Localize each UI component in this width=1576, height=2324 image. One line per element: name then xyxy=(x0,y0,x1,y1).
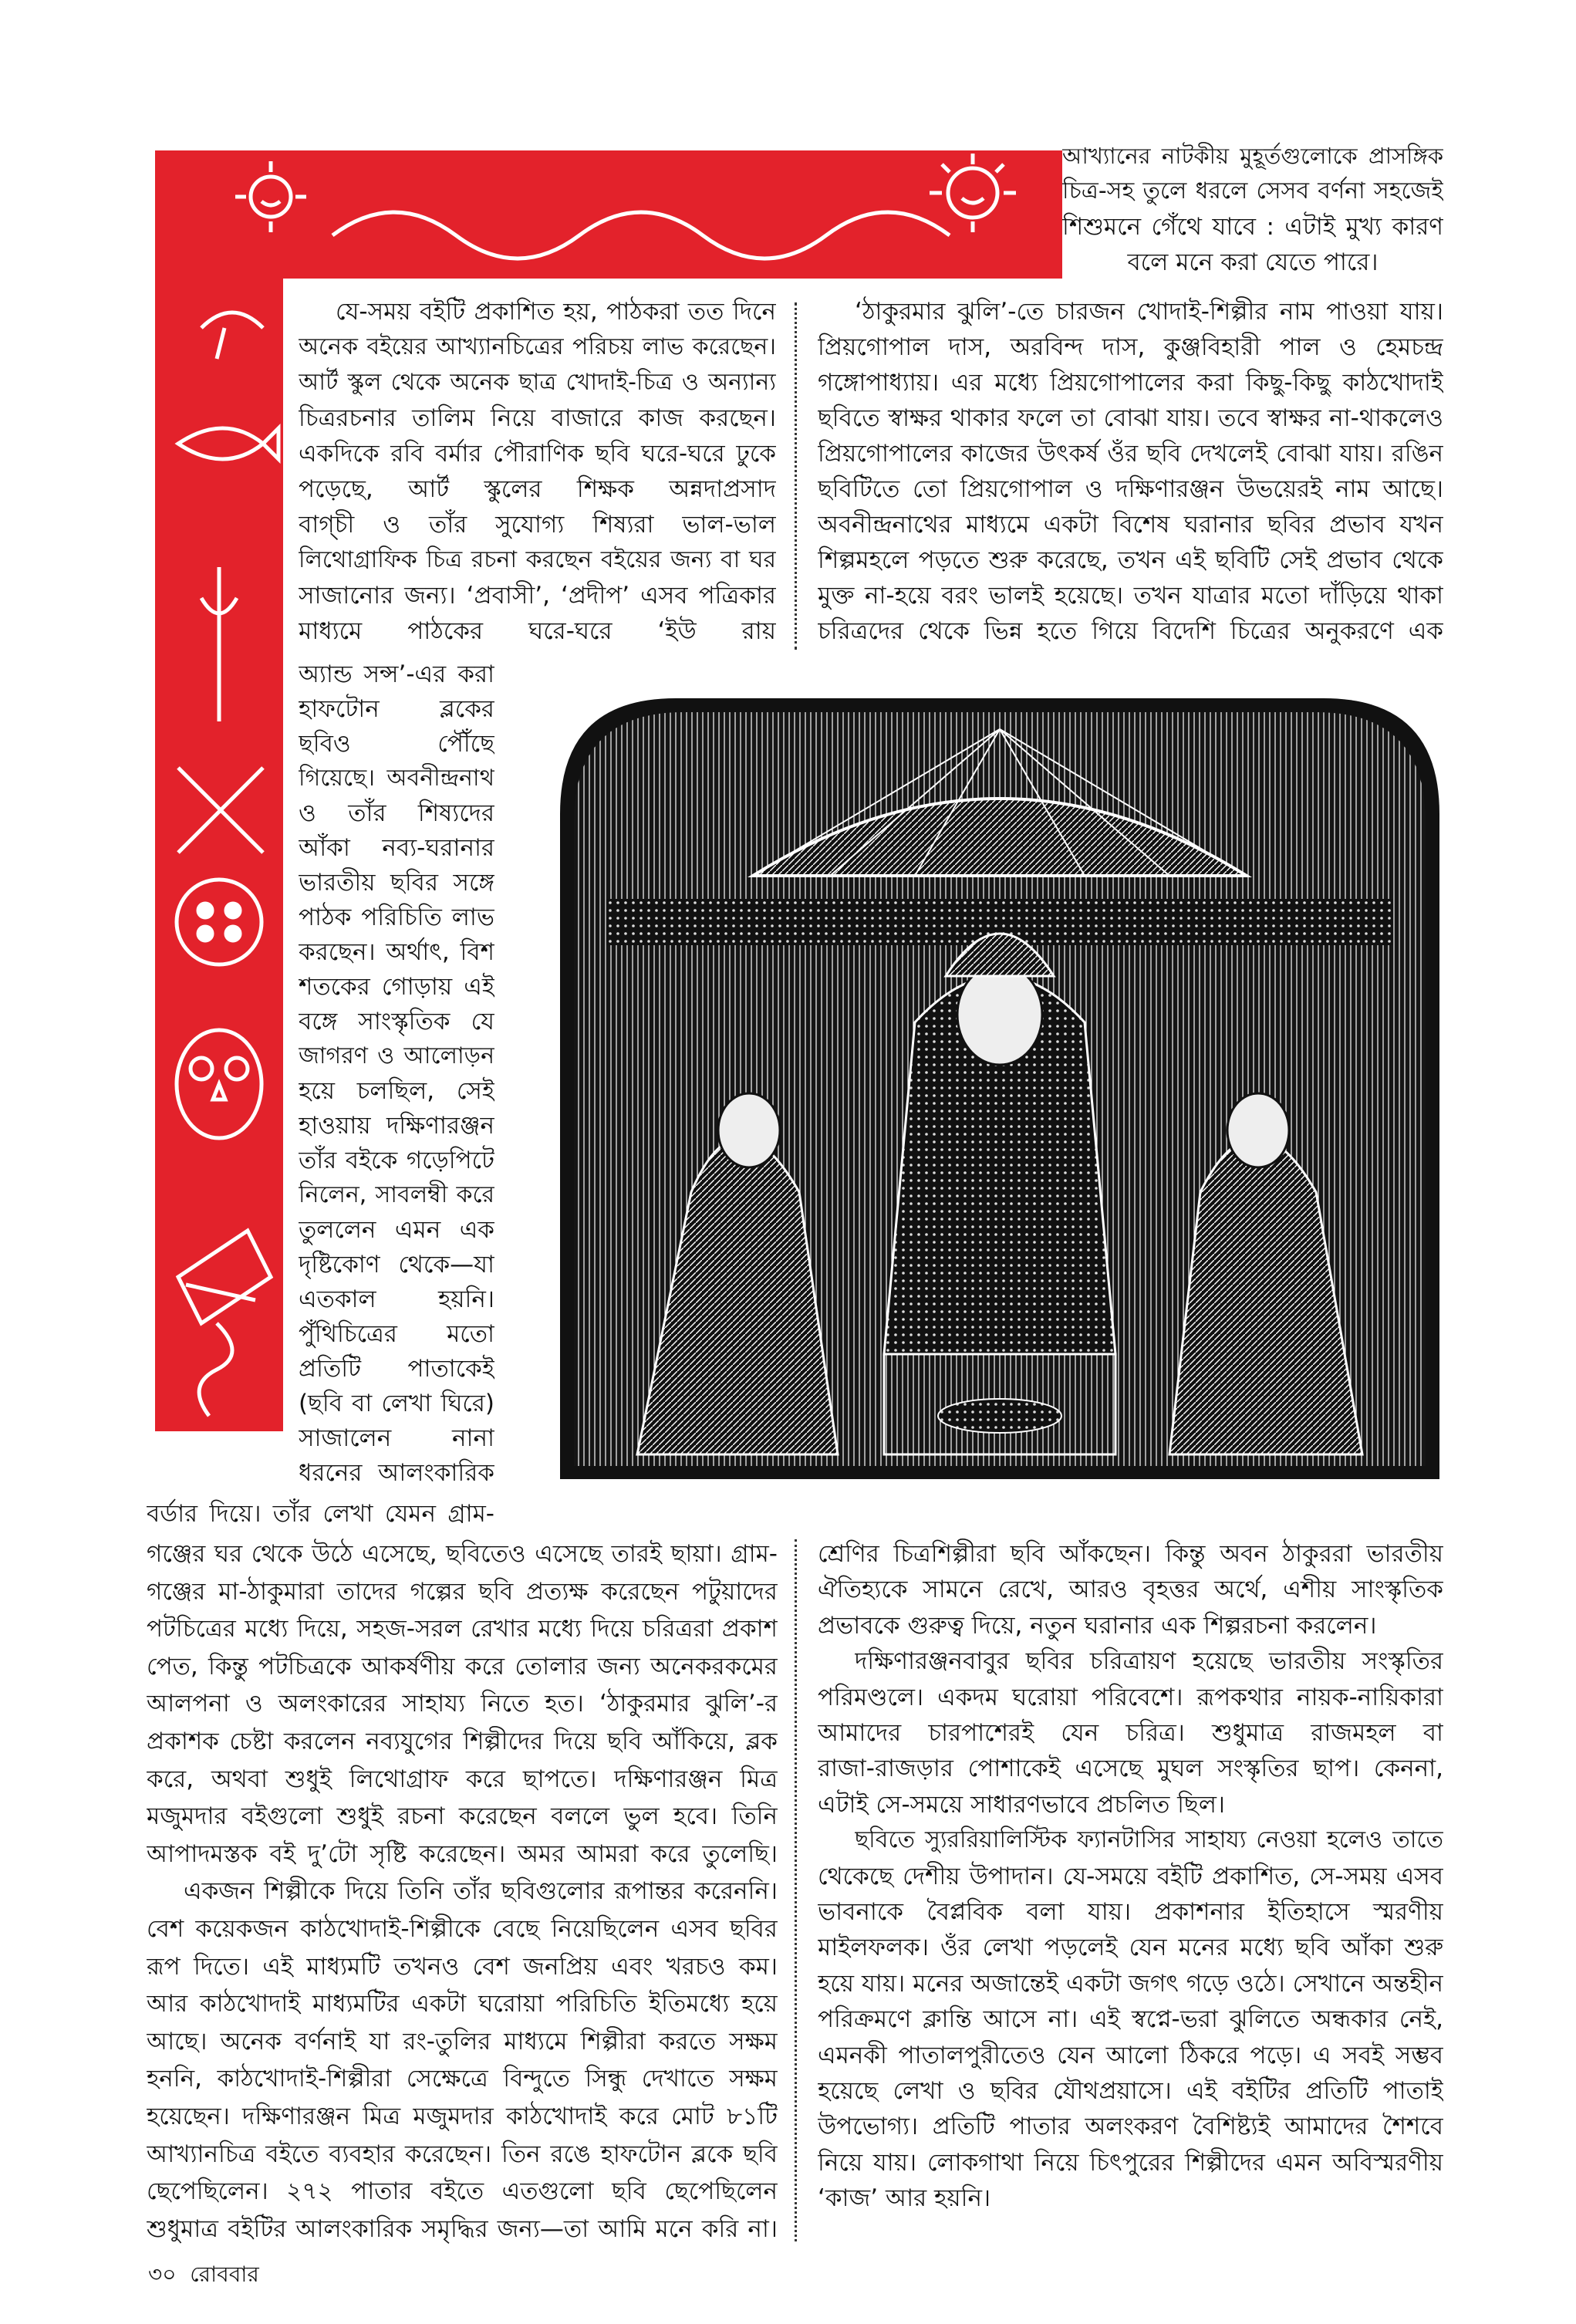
text-line: নিলেন, সাবলম্বী করে xyxy=(299,1181,494,1208)
text-line: নিয়ে যায়। লোকগাথা নিয়ে চিৎপুরের শিল্পীদের এমন অবিস্মরণীয় xyxy=(818,2148,1443,2177)
text-line: হয়েছেন। দক্ষিণারঞ্জন মিত্র মজুমদার কাঠখোদাই করে মোট ৮১টি xyxy=(147,2103,778,2130)
text-line: ছবিও পৌঁছে xyxy=(299,730,494,758)
text-line: সাজানোর জন্য। ‘প্রবাসী’, ‘প্রদীপ’ এসব পত্রিকার xyxy=(299,582,776,610)
text-line: জাগরণ ও আলোড়ন xyxy=(299,1042,494,1069)
text-line: বঙ্গে সাংস্কৃতিক যে xyxy=(299,1008,494,1035)
text-line: শিশুমনে গেঁথে যাবে : এটাই মুখ্য কারণ xyxy=(1062,213,1443,241)
text-line: এমনকী পাতালপুরীতেও যেন আলো ঠিকরে পড়ে। এ সবই সম্ভব xyxy=(818,2041,1443,2069)
text-line: প্রকাশক চেষ্টা করলেন নব্যযুগের শিল্পীদের দিয়ে ছবি আঁকিয়ে, ব্লক xyxy=(147,1728,778,1755)
text-line: পটচিত্রের মধ্যে দিয়ে, সহজ-সরল রেখার মধ্যে দিয়ে চরিত্ররা প্রকাশ xyxy=(147,1615,778,1643)
text-line: প্রভাবকে গুরুত্ব দিয়ে, নতুন ঘরানার এক শিল্পরচনা করলেন। xyxy=(818,1611,1377,1640)
trident-icon xyxy=(201,567,237,721)
text-line: যে-সময় বইটি প্রকাশিত হয়, পাঠকরা তত দিনে xyxy=(336,298,776,326)
text-line: দক্ষিণারঞ্জনবাবুর ছবির চরিত্রায়ণ হয়েছে ভারতীয় সংস্কৃতির xyxy=(855,1647,1443,1676)
text-line: এটাই সে-সময়ে সাধারণভাবে প্রচলিত ছিল। xyxy=(818,1790,1226,1819)
text-line: পেত, কিন্তু পটচিত্রকে আকর্ষণীয় করে তোলার জন্য অনেকরকমের xyxy=(147,1652,778,1681)
crossed-swords-icon xyxy=(178,768,263,853)
text-line: আখ্যানের নাটকীয় মুহূর্তগুলোকে প্রাসঙ্গিক xyxy=(1062,143,1443,169)
text-line: সাজালেন নানা xyxy=(299,1424,494,1452)
text-line: চরিত্রদের থেকে ভিন্ন হতে গিয়ে বিদেশি চিত্রের অনুকরণে এক xyxy=(818,617,1443,645)
text-line: এতকাল হয়নি। xyxy=(299,1285,494,1313)
text-line: ছবিটিতে তো প্রিয়গোপাল ও দক্ষিণারঞ্জন উভয়েরই নাম আছে। xyxy=(818,475,1443,503)
text-line: গঞ্জের ঘর থেকে উঠে এসেছে, ছবিতেও এসেছে তারই ছায়া। গ্রাম- xyxy=(147,1540,778,1568)
hand-fan-icon xyxy=(178,1231,271,1323)
text-line: অবনীন্দ্রনাথের মাধ্যমে একটা বিশেষ ঘরানার ছবির প্রভাব যখন xyxy=(818,511,1443,539)
text-line: তুললেন এমন এক xyxy=(299,1216,494,1244)
text-line: হাওয়ায় দক্ষিণারঞ্জন xyxy=(299,1112,494,1140)
text-line: গঞ্জের মা-ঠাকুমারা তাদের গল্পের ছবি প্রত্যক্ষ করেছেন পটুয়াদের xyxy=(147,1577,778,1606)
text-line: মুক্ত না-হয়ে বরং ভালই হয়েছে। তখন যাত্রার মতো দাঁড়িয়ে থাকা xyxy=(818,582,1443,610)
text-line: ভাবনাকে বৈপ্লবিক বলা যায়। প্রকাশনার ইতিহাসে স্মরণীয় xyxy=(818,1898,1443,1926)
text-line: প্রিয়গোপালের কাজের উৎকর্ষ ওঁর ছবি দেখলেই বোঝা যায়। রঙিন xyxy=(818,440,1443,468)
text-line: করছেন। অর্থাৎ, বিশ xyxy=(299,938,494,966)
text-line: শ্রেণির চিত্রশিল্পীরা ছবি আঁকছেন। কিন্তু অবন ঠাকুররা ভারতীয় xyxy=(818,1540,1443,1568)
text-line: বলে মনে করা যেতে পারে। xyxy=(1127,248,1379,276)
text-line: হয়েছে লেখা ও ছবির যৌথপ্রয়াসে। এই বইটির প্রতিটি পাতাই xyxy=(818,2077,1443,2105)
text-line: ও তাঁর শিষ্যদের xyxy=(299,799,494,827)
text-line: রাজা-রাজড়ার পোশাকেই এসেছে মুঘল সংস্কৃতির ছাপ। কেননা, xyxy=(818,1755,1443,1783)
text-line: বেশ কয়েকজন কাঠখোদাই-শিল্পীকে বেছে নিয়েছিলেন এসব ছবির xyxy=(147,1915,778,1943)
text-line: পাঠক পরিচিতি লাভ xyxy=(299,904,494,931)
text-line: গঙ্গোপাধ্যায়। এর মধ্যে প্রিয়গোপালের করা কিছু-কিছু কাঠখোদাই xyxy=(818,369,1443,397)
column-divider-top xyxy=(795,302,797,650)
text-line: ঐতিহ্যকে সামনে রেখে, আরও বৃহত্তর অর্থে, এশীয় সাংস্কৃতিক xyxy=(818,1576,1443,1604)
magazine-name: রোববার xyxy=(190,2262,259,2287)
text-line: পুঁথিচিত্রের মতো xyxy=(299,1320,494,1348)
text-line: শিল্পমহলে পড়তে শুরু করেছে, তখন এই ছবিটি সেই প্রভাব থেকে xyxy=(818,546,1443,574)
bird-icon xyxy=(201,312,263,359)
text-line: মজুমদার বইগুলো শুধুই রচনা করেছেন বললে ভুল হবে। তিনি xyxy=(147,1802,778,1831)
text-line: আর কাঠখোদাই মাধ্যমটির একটা ঘরোয়া পরিচিতি ইতিমধ্যে হয়ে xyxy=(147,1990,778,2018)
smiling-sun-icon xyxy=(235,161,306,232)
text-line: প্রিয়গোপাল দাস, অরবিন্দ দাস, কুঞ্জবিহারী পাল ও হেমচন্দ্র xyxy=(818,333,1443,361)
text-line: আর্ট স্কুল থেকে অনেক ছাত্র খোদাই-চিত্র ও অন্যান্য xyxy=(299,369,776,396)
text-line: হয়ে চলছিল, সেই xyxy=(299,1077,494,1105)
text-line: উপভোগ্য। প্রতিটি পাতার অলংকরণ বৈশিষ্ট্যই আমাদের শৈশবে xyxy=(818,2113,1443,2141)
text-line: ছবিতে স্বাক্ষর থাকার ফলে তা বোঝা যায়। তবে স্বাক্ষর না-থাকলেও xyxy=(818,404,1443,432)
text-line: ভারতীয় ছবির সঙ্গে xyxy=(299,869,494,897)
text-line: বাগ্‌চী ও তাঁর সুযোগ্য শিষ্যরা ভাল-ভাল xyxy=(299,511,776,539)
owl-icon xyxy=(177,1030,262,1138)
text-line: লিথোগ্রাফিক চিত্র রচনা করছেন বইয়ের জন্য বা ঘর xyxy=(299,546,776,573)
text-line: শতকের গোড়ায় এই xyxy=(299,973,494,1001)
vine-scroll-icon xyxy=(332,212,950,258)
text-line: আমাদের চারপাশেরই যেন চরিত্র। শুধুমাত্র রাজমহল বা xyxy=(818,1719,1443,1747)
text-line: অনেক বইয়ের আখ্যানচিত্রের পরিচয় লাভ করেছেন। xyxy=(299,333,776,360)
text-line: একদিকে রবি বর্মার পৌরাণিক ছবি ঘরে-ঘরে ঢুকে xyxy=(299,440,776,468)
text-line: হননি, কাঠখোদাই-শিল্পীরা সেক্ষেত্রে বিন্দুতে সিন্ধু দেখাতে সক্ষম xyxy=(147,2065,778,2093)
text-line: বর্ডার দিয়ে। তাঁর লেখা যেমন গ্রাম- xyxy=(147,1500,494,1528)
fish-icon xyxy=(178,428,278,459)
text-line: দৃষ্টিকোণ থেকে—যা xyxy=(299,1251,494,1279)
text-line: পড়েছে, আর্ট স্কুলের শিক্ষক অন্নদাপ্রসাদ xyxy=(299,475,776,503)
smiling-sun-icon xyxy=(930,154,1016,232)
column-divider-bottom xyxy=(795,1539,797,2241)
text-line: করে, অথবা শুধুই লিথোগ্রাফ করে ছাপতে। দক্ষিণারঞ্জন মিত্র xyxy=(147,1765,778,1793)
text-line: ছেপেছিলেন। ২৭২ পাতার বইতে এতগুলো ছবি ছেপেছিলেন xyxy=(147,2177,778,2206)
text-line: প্রতিটি পাতাকেই xyxy=(299,1355,494,1383)
text-line: অ্যান্ড সন্স’-এর করা xyxy=(299,660,494,688)
text-line: আঁকা নব্য-ঘরানার xyxy=(299,834,494,862)
text-line: আখ্যানচিত্র বইতে ব্যবহার করেছেন। তিন রঙে হাফটোন ব্লকে ছবি xyxy=(147,2140,778,2168)
text-line: ছবিতে স্যুররিয়ালিস্টিক ফ্যানটাসির সাহায্য নেওয়া হলেও তাতে xyxy=(855,1826,1443,1854)
text-line: থেকেছে দেশীয় উপাদান। যে-সময়ে বইটি প্রকাশিত, সে-সময় এসব xyxy=(818,1862,1443,1890)
text-line: (ছবি বা লেখা ঘিরে) xyxy=(299,1390,494,1417)
text-line: একজন শিল্পীকে দিয়ে তিনি তাঁর ছবিগুলোর রূপান্তর করেননি। xyxy=(184,1877,778,1906)
page-number: ৩০ xyxy=(148,2262,177,2287)
text-line: ‘ঠাকুরমার ঝুলি’-তে চারজন খোদাই-শিল্পীর নাম পাওয়া যায়। xyxy=(855,298,1443,326)
snake-icon xyxy=(199,1323,232,1416)
text-line: আলপনা ও অলংকারের সাহায্য নিতে হত। ‘ঠাকুরমার ঝুলি’-র xyxy=(147,1690,778,1718)
text-line: রূপ দিতে। এই মাধ্যমটি তখনও বেশ জনপ্রিয় এবং খরচও কম। xyxy=(147,1952,778,1981)
text-line: চিত্র-সহ তুলে ধরলে সেসব বর্ণনা সহজেই xyxy=(1062,177,1443,204)
text-line: চিত্ররচনার তালিম নিয়ে বাজারে কাজ করছেন। xyxy=(299,404,776,432)
text-line: মাধ্যমে পাঠকের ঘরে-ঘরে ‘ইউ রায় xyxy=(299,617,776,645)
text-line: হাফটোন ব্লকের xyxy=(299,695,494,723)
woodcut-illustration-king-and-queens xyxy=(560,698,1439,1479)
text-line: মাইলফলক। ওঁর লেখা পড়লেই যেন মনের মধ্যে ছবি আঁকা শুরু xyxy=(818,1934,1443,1962)
text-line: পরিমণ্ডলে। একদম ঘরোয়া পরিবেশে। রূপকথার নায়ক-নায়িকারা xyxy=(818,1683,1443,1711)
text-line: ‘কাজ’ আর হয়নি। xyxy=(818,2184,991,2213)
text-line: পরিক্রমণে ক্লান্তি আসে না। এই স্বপ্নে-ভরা ঝুলিতে অন্ধকার নেই, xyxy=(818,2005,1443,2034)
text-line: তাঁর বইকে গড়েপিটে xyxy=(299,1147,494,1174)
text-line: শুধুমাত্র বইটির আলংকারিক সমৃদ্ধির জন্য—তা আমি মনে করি না। xyxy=(147,2214,778,2243)
page-footer xyxy=(148,2258,259,2294)
text-line: আছে। অনেক বর্ণনাই যা রং-তুলির মাধ্যমে শিল্পীরা করতে সক্ষম xyxy=(147,2027,778,2055)
button-flower-icon xyxy=(177,880,262,964)
text-line: হয়ে যায়। মনের অজান্তেই একটা জগৎ গড়ে ওঠে। সেখানে অন্তহীন xyxy=(818,1969,1443,1998)
text-line: গিয়েছে। অবনীন্দ্রনাথ xyxy=(299,765,494,792)
text-line: আপাদমস্তক বই দু’টো সৃষ্টি করেছেন। অমর আমরা করে তুলেছি। xyxy=(147,1839,778,1868)
text-line: ধরনের আলংকারিক xyxy=(299,1459,494,1487)
